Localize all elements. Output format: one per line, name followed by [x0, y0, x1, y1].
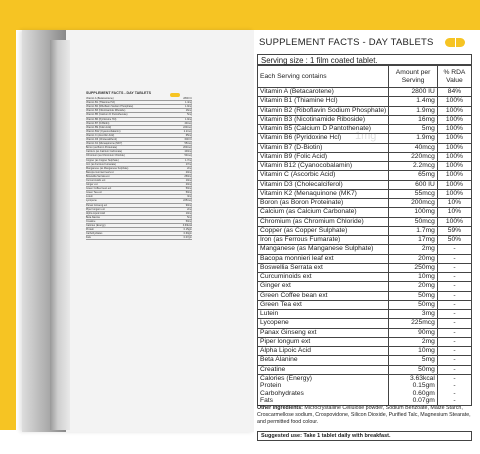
suggested-use: Suggested use: Take 1 tablet daily with breakfast.: [257, 431, 472, 441]
mini-name: Boswellia Serrata ext: [86, 174, 110, 178]
nutrient-rda: -: [437, 300, 471, 309]
nutrient-amount: 20mg: [389, 254, 438, 263]
header-rda: % RDA Value: [437, 66, 471, 88]
nutrient-rda: 100%: [437, 97, 471, 106]
mini-name: Carbohydrates: [86, 232, 103, 236]
nutrient-amount: 600 IU: [389, 180, 438, 189]
nutrient-rda: -: [437, 319, 471, 328]
table-row: [258, 374, 472, 382]
mini-amount: 17mg: [185, 162, 192, 166]
mini-amount: 0.15gm: [183, 228, 192, 232]
table-row: [258, 199, 472, 208]
mini-amount: 2800 IU: [183, 97, 192, 101]
nutrient-amount: 220mcg: [389, 152, 438, 161]
mini-name: Vitamin B7 (D-Biotin): [86, 121, 110, 125]
mini-amount: 1.9mg: [185, 105, 192, 109]
mini-name: Vitamin B1 (Thiamine Hcl): [86, 101, 115, 105]
nutrient-rda: 100%: [437, 217, 471, 226]
mini-amount: 600 IU: [184, 138, 192, 142]
table-row: [258, 291, 472, 300]
watermark: 1mg: [355, 130, 377, 142]
nutrient-rda: -: [437, 337, 471, 346]
mini-amount: 200mcg: [183, 146, 192, 150]
mini-amount: 55mcg: [184, 142, 192, 146]
other-ingredients: [257, 405, 475, 426]
nutrient-amount: 2mg: [389, 337, 438, 346]
mini-amount: 2.2mcg: [183, 129, 192, 133]
nutrient-rda: -: [437, 397, 471, 405]
nutrient-rda: -: [437, 374, 471, 382]
box-side-shade: [50, 40, 70, 430]
nutrient-amount: 100mg: [389, 208, 438, 217]
mini-amount: 10mg: [185, 211, 192, 215]
left-yellow-band: [0, 30, 16, 430]
nutrient-amount: 16mg: [389, 115, 438, 124]
nutrient-amount: 40mcg: [389, 143, 438, 152]
nutrient-name: Panax Ginseng ext: [258, 328, 389, 337]
table-row: [258, 208, 472, 217]
nutrient-name: Green Coffee bean ext: [258, 291, 389, 300]
nutrient-amount: 20mg: [389, 282, 438, 291]
nutrient-name: Copper (as Copper Sulphate): [258, 226, 389, 235]
mini-name: Panax Ginseng ext: [86, 203, 108, 207]
nutrient-amount: 65mg: [389, 171, 438, 180]
mini-name: Vitamin C (Ascorbic Acid): [86, 133, 115, 137]
nutrient-rda: -: [437, 254, 471, 263]
nutrient-amount: 5mg: [389, 125, 438, 134]
mini-title: SUPPLEMENT FACTS - DAY TABLETS: [86, 91, 152, 95]
nutrient-name: Creatine: [258, 365, 389, 374]
nutrient-rda: -: [437, 282, 471, 291]
mini-rows: [86, 97, 192, 240]
table-row: [258, 390, 472, 398]
mini-name: Vitamin B5 (Calcium D Pantothenate): [86, 113, 128, 117]
nutrient-name: Beta Alanine: [258, 356, 389, 365]
mini-amount: 250mg: [184, 174, 192, 178]
other-label: Other ingredients:: [257, 405, 303, 411]
nutrient-name: Vitamin B7 (D-Biotin): [258, 143, 389, 152]
nutrient-name: Manganese (as Manganese Sulphate): [258, 245, 389, 254]
nutrient-name: Vitamin B5 (Calcium D Pantothenate): [258, 125, 389, 134]
nutrient-amount: 250mg: [389, 263, 438, 272]
mini-amount: 40mcg: [184, 121, 192, 125]
mini-name: Lycopene: [86, 199, 97, 203]
mini-name: Ginger ext: [86, 183, 98, 187]
nutrient-amount: 2800 IU: [389, 88, 438, 97]
mini-name: Vitamin B3 (Nicotinamide Riboside): [86, 109, 126, 113]
table-row: [258, 245, 472, 254]
nutrient-name: Boron (as Boron Proteinate): [258, 199, 389, 208]
nutrient-amount: 225mcg: [389, 319, 438, 328]
mini-tablet-icon: [170, 93, 180, 97]
mini-amount: 0.07gm: [183, 236, 192, 240]
nutrient-rda: 84%: [437, 88, 471, 97]
nutrient-amount: 5mg: [389, 356, 438, 365]
mini-name: Vitamin B9 (Folic Acid): [86, 125, 112, 129]
nutrient-name: Carbohydrates: [258, 390, 389, 398]
nutrient-name: Vitamin B2 (Riboflavin Sodium Phosphate): [258, 106, 389, 115]
table-row: [258, 143, 472, 152]
table-row: [258, 226, 472, 235]
nutrient-rda: -: [437, 273, 471, 282]
mini-name: Calories (Energy): [86, 224, 106, 227]
mini-name: Vitamin B2 (Riboflavin Sodium Phosphate): [86, 105, 134, 109]
nutrient-amount: 2.2mcg: [389, 162, 438, 171]
table-row: [258, 189, 472, 198]
nutrient-rda: -: [437, 382, 471, 390]
mini-amount: 2mg: [187, 207, 192, 211]
table-row: [258, 328, 472, 337]
nutrient-name: Vitamin B9 (Folic Acid): [258, 152, 389, 161]
mini-name: Chromium (as Chromium Chloride): [86, 154, 125, 158]
table-row: [258, 171, 472, 180]
header-amount: Amount per Serving: [389, 66, 438, 88]
table-row: [258, 236, 472, 245]
mini-row: [86, 236, 192, 240]
mini-amount: 3mg: [187, 195, 192, 199]
table-row: [258, 310, 472, 319]
nutrient-rda: -: [437, 310, 471, 319]
nutrient-rda: -: [437, 328, 471, 337]
nutrient-name: Vitamin C (Ascorbic Acid): [258, 171, 389, 180]
mini-name: Vitamin B12 (Cyanocobalamin): [86, 129, 121, 133]
nutrient-rda: 100%: [437, 180, 471, 189]
nutrient-amount: 200mcg: [389, 199, 438, 208]
table-row: [258, 282, 472, 291]
nutrient-rda: -: [437, 390, 471, 398]
nutrient-amount: 0.60gm: [389, 390, 438, 398]
nutrient-amount: 50mg: [389, 300, 438, 309]
mini-amount: 225mcg: [183, 199, 192, 203]
nutrient-name: Vitamin A (Betacarotene): [258, 88, 389, 97]
mini-amount: 50mg: [185, 219, 192, 223]
table-row: [258, 180, 472, 189]
mini-name: Creatine: [86, 219, 96, 223]
nutrient-name: Alpha Lipoic Acid: [258, 347, 389, 356]
nutrient-name: Vitamin B1 (Thiamine Hcl): [258, 97, 389, 106]
nutrient-rda: 100%: [437, 106, 471, 115]
nutrient-rda: -: [437, 347, 471, 356]
table-row: [258, 356, 472, 365]
mini-amount: 1.7mg: [185, 158, 192, 162]
mini-amount: 20mg: [185, 170, 192, 174]
nutrient-amount: 50mg: [389, 291, 438, 300]
mini-name: Vitamin K2 (Menaquinone (MK7): [86, 142, 123, 146]
nutrient-amount: 50mg: [389, 365, 438, 374]
nutrient-name: Vitamin D3 (Cholecalciferol): [258, 180, 389, 189]
mini-amount: 220mcg: [183, 125, 192, 129]
mini-amount: 0.60gm: [183, 232, 192, 236]
nutrient-amount: 3mg: [389, 310, 438, 319]
table-row: [258, 365, 472, 374]
nutrient-rda: -: [437, 365, 471, 374]
table-row: [258, 152, 472, 161]
mini-amount: 10mg: [185, 178, 192, 182]
nutrient-rda: -: [437, 291, 471, 300]
mini-name: Green Coffee bean ext: [86, 187, 112, 191]
nutrient-name: Vitamin K2 (Menaquinone (MK7): [258, 189, 389, 198]
mini-name: Calcium (as Calcium Carbonate): [86, 150, 123, 154]
mini-amount: 20mg: [185, 183, 192, 187]
mini-name: Curcuminoids ext: [86, 178, 106, 182]
nutrient-amount: 0.15gm: [389, 382, 438, 390]
nutrient-name: Iron (as Ferrous Fumarate): [258, 236, 389, 245]
mini-amount: 16mg: [185, 109, 192, 113]
mini-name: Beta Alanine: [86, 215, 101, 219]
table-row: [258, 337, 472, 346]
nutrient-amount: 10mg: [389, 273, 438, 282]
nutrient-name: Piper longum ext: [258, 337, 389, 346]
table-row: [258, 254, 472, 263]
nutrient-name: Protein: [258, 382, 389, 390]
mini-name: Fats: [86, 236, 91, 240]
nutrient-name: Curcuminoids ext: [258, 273, 389, 282]
nutrient-rda: 10%: [437, 208, 471, 217]
nutrient-rda: 100%: [437, 189, 471, 198]
nutrient-name: Vitamin B12 (Cyanocobalamin): [258, 162, 389, 171]
top-yellow-band: [0, 0, 480, 30]
mini-name: Protein: [86, 228, 94, 232]
nutrient-rda: 100%: [437, 134, 471, 143]
table-row: [258, 263, 472, 272]
nutrient-rda: 100%: [437, 143, 471, 152]
table-row: [258, 382, 472, 390]
nutrient-name: Vitamin B3 (Nicotinamide Riboside): [258, 115, 389, 124]
nutrient-name: Calories (Energy): [258, 374, 389, 382]
nutrient-amount: 55mcg: [389, 189, 438, 198]
nutrient-amount: 1.9mg: [389, 106, 438, 115]
nutrient-amount: 1.4mg: [389, 97, 438, 106]
table-row: [258, 162, 472, 171]
nutrient-amount: 1.7mg: [389, 226, 438, 235]
mini-amount: 1.4mg: [185, 101, 192, 105]
nutrient-rda: 100%: [437, 171, 471, 180]
mini-name: Lutein: [86, 195, 93, 199]
nutrient-amount: 17mg: [389, 236, 438, 245]
nutrient-name: Lycopene: [258, 319, 389, 328]
mini-amount: 50mg: [185, 187, 192, 191]
nutrient-rda: 100%: [437, 152, 471, 161]
mini-name: Vitamin B6 (Pyridoxine Hcl): [86, 117, 117, 121]
nutrient-amount: 1.9mg: [389, 134, 438, 143]
nutrient-name: Ginger ext: [258, 282, 389, 291]
mini-amount: 90mg: [185, 203, 192, 207]
nutrient-rda: 50%: [437, 236, 471, 245]
nutrient-amount: 90mg: [389, 328, 438, 337]
mini-name: Alpha Lipoic Acid: [86, 211, 106, 215]
nutrient-name: Calcium (as Calcium Carbonate): [258, 208, 389, 217]
mini-amount: 5mg: [187, 215, 192, 219]
table-row: [258, 88, 472, 97]
table-header: [258, 66, 472, 88]
panel-title: SUPPLEMENT FACTS - DAY TABLETS: [259, 37, 434, 48]
nutrient-rda: -: [437, 263, 471, 272]
nutrient-rda: -: [437, 245, 471, 254]
mini-amount: 2mg: [187, 166, 192, 170]
other-text: Microcrystalline Cellulose powder, Sodium Benzoate, Maize Starch, Croscarmellose sodium, Crospovidone, Silicon Dioxide, Purified Talc, Magnesium Stearate, and permitted food colour.: [257, 405, 471, 425]
mini-amount: 1.9mg: [185, 117, 192, 121]
nutrient-name: Green Tea ext: [258, 300, 389, 309]
mini-name: Manganese (as Manganese Sulphate): [86, 166, 129, 170]
mini-name: Copper (as Copper Sulphate): [86, 158, 119, 162]
nutrient-rda: 100%: [437, 115, 471, 124]
mini-name: Bacopa monnieri leaf ext: [86, 170, 114, 174]
nutrient-amount: 10mg: [389, 347, 438, 356]
serving-size: Serving size : 1 film coated tablet.: [257, 54, 472, 65]
table-row: [258, 300, 472, 309]
nutrient-amount: 50mcg: [389, 217, 438, 226]
mini-name: Boron (as Boron Proteinate): [86, 146, 118, 150]
nutrient-amount: 3.63kcal: [389, 374, 438, 382]
box-label-thumbnail: [86, 92, 192, 240]
facts-table: [257, 65, 472, 406]
table-row: [258, 115, 472, 124]
nutrient-rda: -: [437, 356, 471, 365]
nutrient-name: Lutein: [258, 310, 389, 319]
mini-name: Iron (as Ferrous Fumarate): [86, 162, 117, 166]
nutrient-rda: 100%: [437, 162, 471, 171]
nutrient-amount: 2mg: [389, 245, 438, 254]
table-row: [258, 347, 472, 356]
table-row: [258, 97, 472, 106]
mini-name: Vitamin D3 (Cholecalciferol): [86, 138, 117, 142]
mini-name: Piper longum ext: [86, 207, 105, 211]
table-row: [258, 273, 472, 282]
nutrient-name: Fats: [258, 397, 389, 405]
mini-name: Green Tea ext: [86, 191, 102, 195]
table-row: [258, 217, 472, 226]
header-serving: Each Serving contains: [258, 66, 389, 88]
nutrient-rda: 10%: [437, 199, 471, 208]
nutrient-name: Bacopa monnieri leaf ext: [258, 254, 389, 263]
nutrient-name: Boswellia Serrata ext: [258, 263, 389, 272]
nutrient-rda: 59%: [437, 226, 471, 235]
mini-amount: 65mg: [185, 133, 192, 137]
table-row: [258, 106, 472, 115]
nutrient-amount: 0.07gm: [389, 397, 438, 405]
mini-amount: 5mg: [187, 113, 192, 117]
mini-amount: 50mcg: [184, 154, 192, 158]
nutrient-rda: 100%: [437, 125, 471, 134]
mini-amount: 3.63kcal: [182, 224, 192, 227]
table-row: [258, 319, 472, 328]
mini-amount: 50mg: [185, 191, 192, 195]
tablet-icon: [445, 38, 465, 47]
mini-name: Vitamin A (Betacarotene): [86, 97, 114, 101]
nutrient-name: Vitamin B6 (Pyridoxine Hcl): [258, 134, 389, 143]
nutrient-name: Chromium (as Chromium Chloride): [258, 217, 389, 226]
mini-amount: 100mg: [184, 150, 192, 154]
